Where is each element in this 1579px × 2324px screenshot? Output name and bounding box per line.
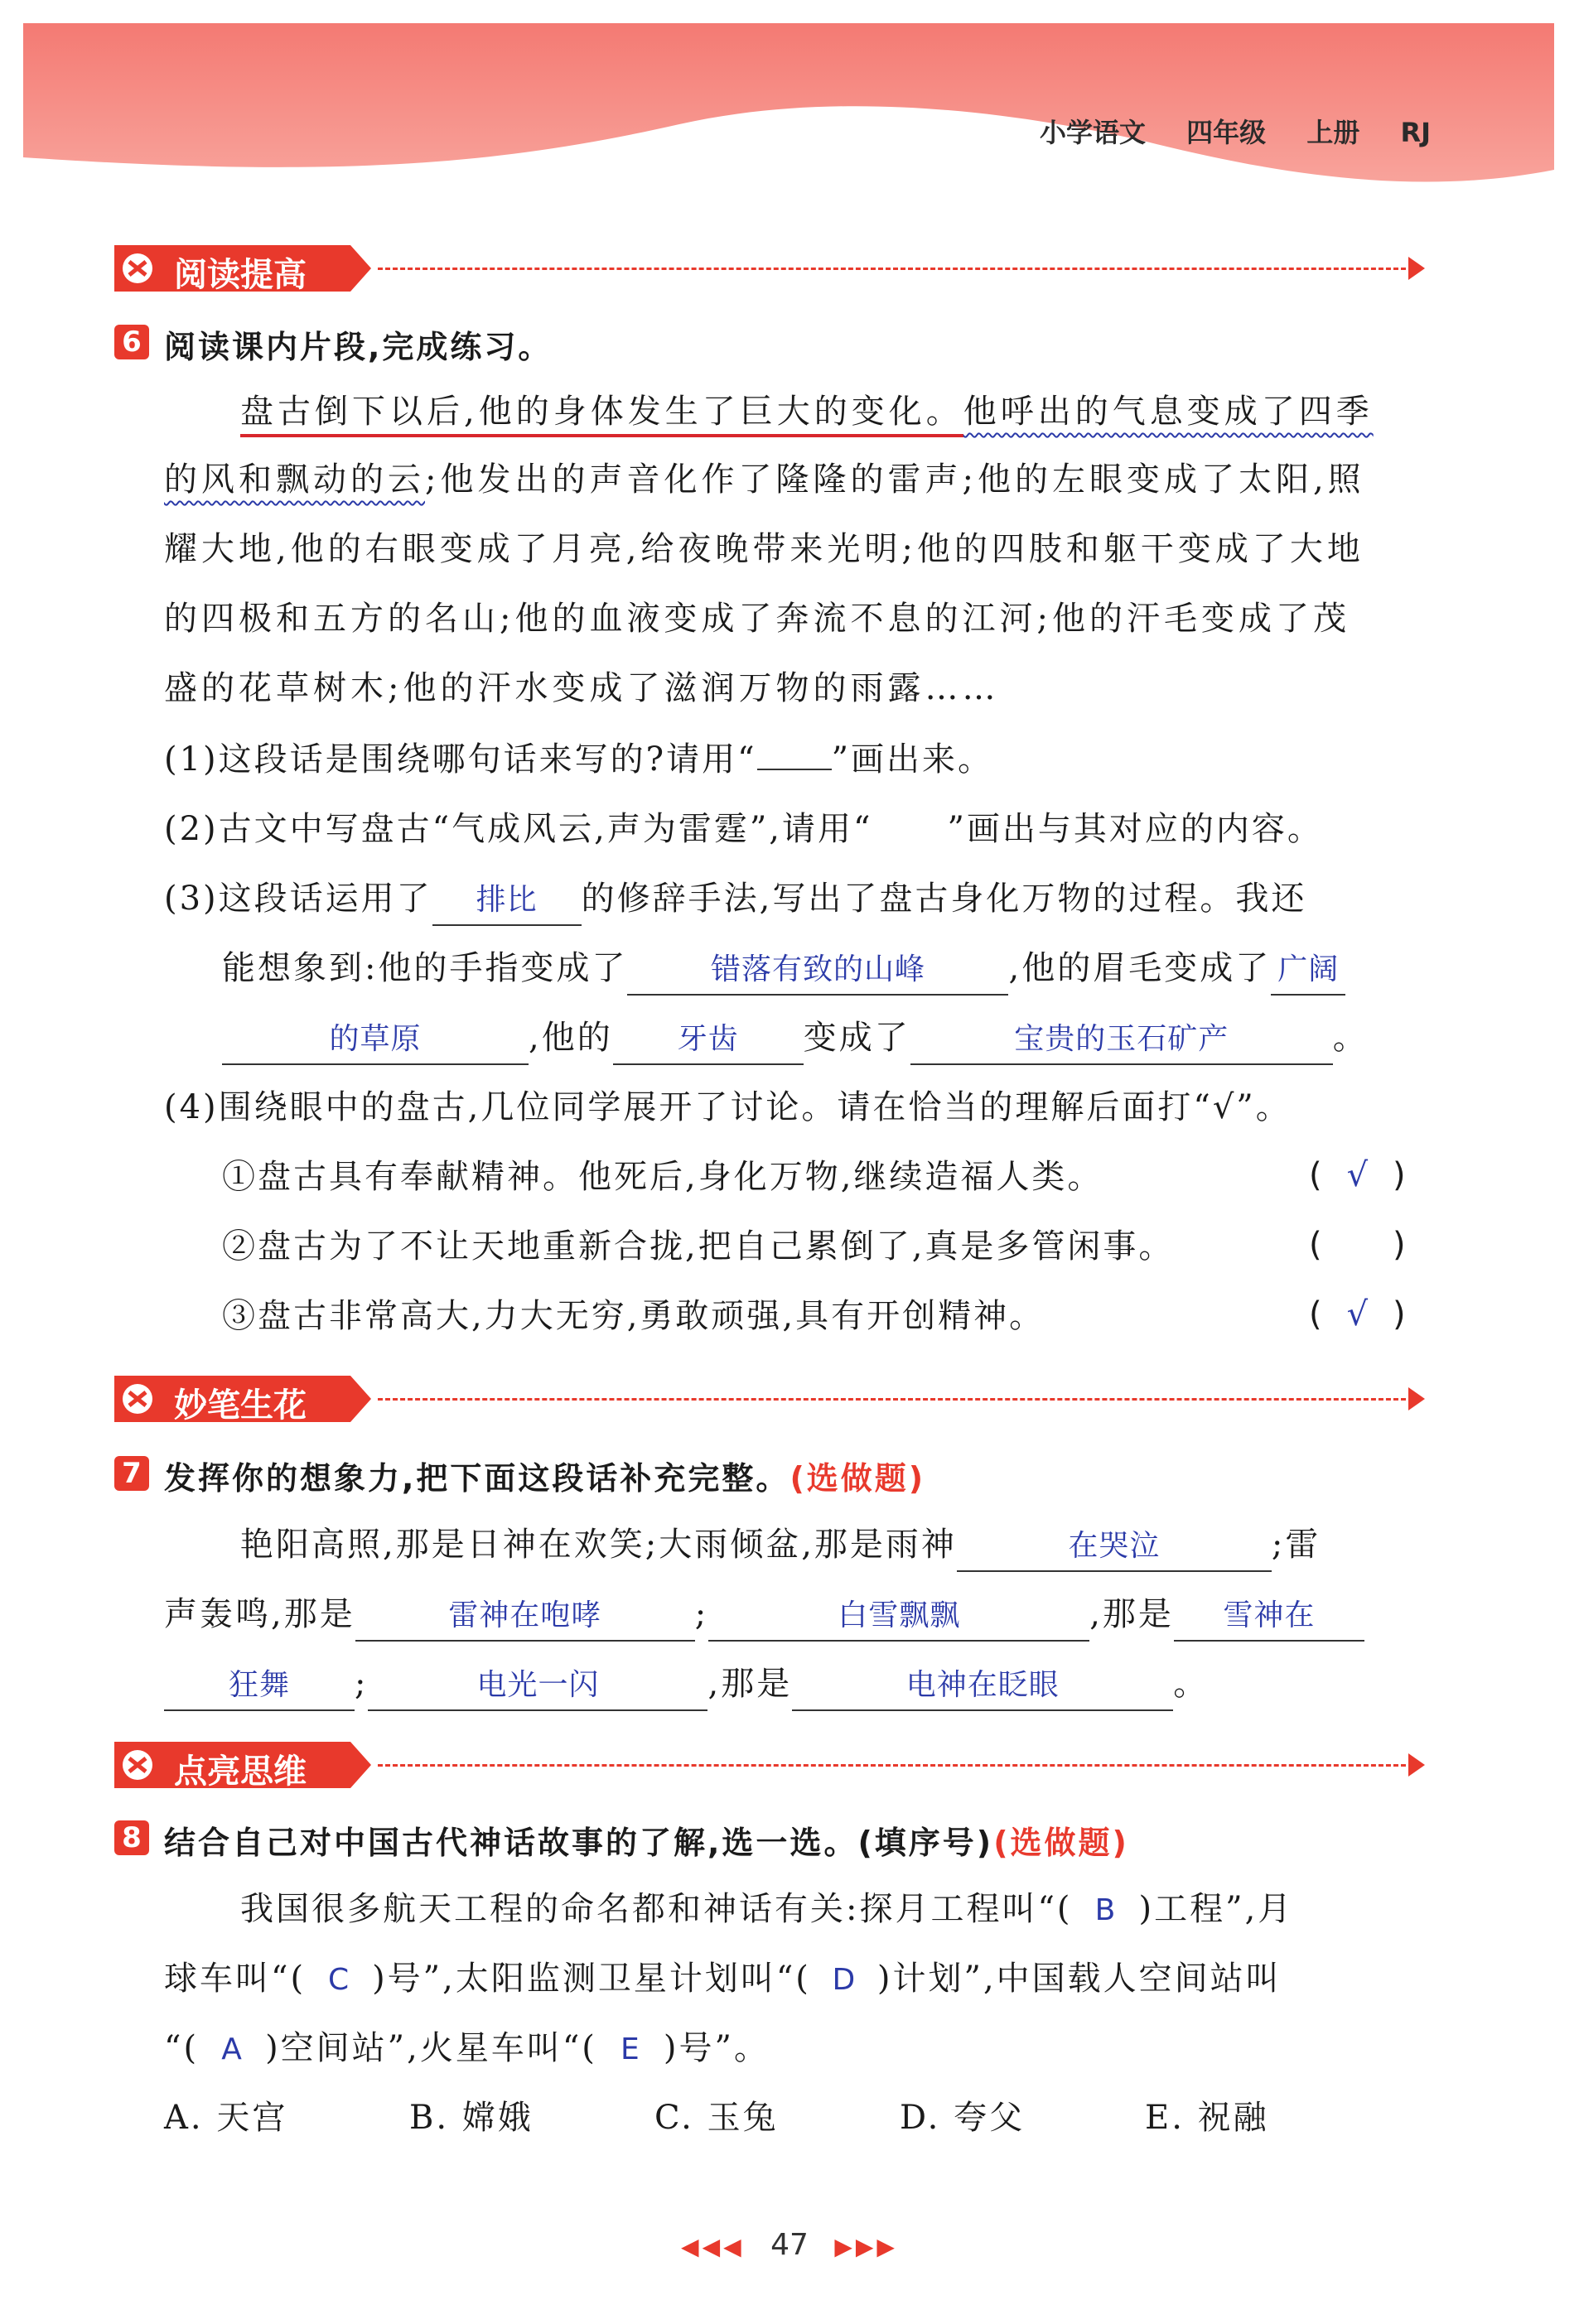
answer-blank[interactable]: 白雪飘飘: [708, 1592, 1089, 1642]
text: 。: [1173, 1665, 1210, 1703]
answer-slot[interactable]: E: [620, 2032, 640, 2066]
answer-blank[interactable]: 宝贵的玉石矿产: [910, 1015, 1333, 1065]
option-c: C. 玉兔: [654, 2099, 779, 2137]
passage-line-1: [240, 388, 1374, 436]
q8-line-3: [164, 2024, 770, 2074]
subject: 小学语文: [1040, 117, 1147, 148]
answer-blank[interactable]: 在哭泣: [957, 1522, 1272, 1572]
answer-blank[interactable]: 狂舞: [164, 1661, 355, 1711]
arrow-right-icon: [1408, 257, 1425, 280]
section-header-reading: [114, 240, 1423, 298]
answer-blank[interactable]: 雷神在咆哮: [355, 1592, 695, 1642]
passage-line-2: [164, 456, 1365, 504]
wavy-underlined-text: 他呼出的气息变成了四季: [963, 393, 1374, 431]
question-title: 阅读课内片段,完成练习。: [164, 329, 553, 365]
option-b: B. 嫦娥: [409, 2099, 534, 2137]
text: 我国很多航天工程的命名都和神话有关:探月工程叫“(: [240, 1890, 1073, 1928]
answer-blank[interactable]: 排比: [432, 876, 582, 926]
answer-blank[interactable]: 广阔: [1271, 946, 1345, 996]
subquestion-3: [164, 875, 1306, 926]
statement-2: ②盘古为了不让天地重新合拢,把自己累倒了,真是多管闲事。: [222, 1227, 1175, 1266]
text: )计划”,中国载人空间站叫: [876, 1960, 1282, 1998]
q8-options: [164, 2094, 1360, 2142]
triangles-left-icon: ◀◀◀: [681, 2233, 745, 2260]
subquestion-2: [164, 805, 1323, 853]
passage-line-3: 耀大地,他的右眼变成了月亮,给夜晚带来光明;他的四肢和躯干变成了大地: [164, 530, 1364, 568]
header-banner: [0, 0, 1579, 215]
text: ;: [355, 1665, 369, 1703]
section-divider: [378, 1398, 1413, 1401]
passage-line-5: 盛的花草树木;他的汗水变成了滋润万物的雨露……: [164, 669, 1000, 707]
question-number: 7: [114, 1456, 149, 1491]
wavy-underlined-text: 的风和飘动的云: [164, 460, 425, 499]
subq-text: (1)这段话是围绕哪句话来写的?请用“: [164, 740, 757, 779]
subq-text: (2)古文中写盘古“气成风云,声为雷霆”,请用“: [164, 810, 873, 848]
text: ;: [694, 1595, 709, 1633]
grade: 四年级: [1186, 117, 1267, 148]
book-info: [1040, 112, 1462, 150]
section-header-thinking: [114, 1737, 1423, 1795]
text: ,那是: [707, 1665, 793, 1703]
topic-sentence: 盘古倒下以后,他的身体发生了巨大的变化。: [240, 393, 963, 437]
title-text: 结合自己对中国古代神话故事的了解,选一选。(填序号): [164, 1825, 994, 1861]
answer-blank[interactable]: 错落有致的山峰: [627, 946, 1008, 996]
option-a: A. 天宫: [164, 2099, 288, 2137]
subq-text: 。: [1332, 1019, 1369, 1057]
q7-line-2: [164, 1590, 1364, 1642]
answer-slot[interactable]: D: [832, 1963, 857, 1997]
text: 艳阳高照,那是日神在欢笑;大雨倾盆,那是雨神: [240, 1526, 957, 1564]
question-number: 6: [114, 325, 149, 359]
check-box-3[interactable]: ( √ ): [1309, 1295, 1406, 1333]
statement-3: ③盘古非常高大,力大无穷,勇敢顽强,具有开创精神。: [222, 1297, 1045, 1335]
arrow-right-icon: [1408, 1753, 1425, 1777]
text: 声轰鸣,那是: [164, 1595, 355, 1633]
subq-text: (3)这段话运用了: [164, 880, 432, 918]
volume: 上册: [1306, 117, 1360, 148]
text: )号”。: [663, 2029, 770, 2067]
subq-text: ,他的: [529, 1019, 613, 1057]
option-e: E. 祝融: [1145, 2099, 1269, 2137]
optional-tag: (选做题): [790, 1460, 926, 1497]
section-title: 点亮思维: [174, 1753, 307, 1791]
text: 球车叫“(: [164, 1960, 307, 1998]
title-text: 发挥你的想象力,把下面这段话补充完整。: [164, 1460, 790, 1497]
answer-blank[interactable]: 牙齿: [613, 1015, 804, 1065]
text: )工程”,月: [1138, 1890, 1294, 1928]
text: ;雷: [1271, 1526, 1321, 1564]
page-footer: [0, 2228, 1579, 2262]
section-title: 阅读提高: [174, 256, 307, 294]
answer-blank[interactable]: 电光一闪: [368, 1661, 707, 1711]
answer-blank[interactable]: 电神在眨眼: [792, 1661, 1173, 1711]
text: )号”,太阳监测卫星计划叫“(: [372, 1960, 811, 1998]
statement-1: ①盘古具有奉献精神。他死后,身化万物,继续造福人类。: [222, 1158, 1103, 1196]
question-title: [164, 1453, 925, 1498]
section-header-writing: [114, 1371, 1423, 1429]
subq-text: ”画出与其对应的内容。: [947, 810, 1323, 848]
answer-blank[interactable]: 的草原: [222, 1015, 529, 1065]
q8-line-1: [240, 1885, 1293, 1935]
passage-line-4: 的四极和五方的名山;他的血液变成了奔流不息的江河;他的汗毛变成了茂: [164, 600, 1350, 638]
section-divider: [378, 268, 1413, 270]
check-box-2[interactable]: ( ): [1309, 1226, 1406, 1264]
text: )空间站”,火星车叫“(: [265, 2029, 597, 2067]
section-title: 妙笔生花: [174, 1386, 307, 1425]
wavy-line-sample: [872, 815, 947, 840]
edition: RJ: [1400, 117, 1432, 148]
subq-text: ,他的眉毛变成了: [1008, 949, 1272, 987]
question-title: [164, 1817, 1129, 1863]
subq-text: ”画出来。: [831, 740, 994, 779]
subquestion-3-line-2: [222, 944, 1345, 996]
answer-slot[interactable]: B: [1094, 1893, 1117, 1927]
subquestion-3-line-3: [222, 1014, 1369, 1065]
subq-text: 的修辞手法,写出了盘古身化万物的过程。我还: [581, 880, 1307, 918]
q7-line-1: [240, 1521, 1321, 1572]
section-divider: [378, 1764, 1413, 1767]
q7-line-3: [164, 1660, 1209, 1711]
subquestion-1: [164, 735, 993, 784]
text: “(: [164, 2029, 200, 2067]
q8-line-2: [164, 1955, 1282, 2004]
text: ,那是: [1089, 1595, 1174, 1633]
answer-blank[interactable]: 雪神在: [1174, 1592, 1364, 1642]
answer-slot[interactable]: C: [327, 1963, 350, 1997]
answer-slot[interactable]: A: [221, 2032, 243, 2066]
page-number: 47: [770, 2228, 809, 2262]
subq-text: 变成了: [803, 1019, 910, 1057]
triangles-right-icon: ▶▶▶: [834, 2233, 898, 2260]
check-mark: √: [1346, 1295, 1369, 1333]
straight-line-sample: [757, 744, 832, 770]
subq-text: 能想象到:他的手指变成了: [222, 949, 628, 987]
optional-tag: (选做题): [993, 1825, 1129, 1861]
passage-text: ;他发出的声音化作了隆隆的雷声;他的左眼变成了太阳,照: [425, 460, 1365, 499]
question-number: 8: [114, 1820, 149, 1855]
option-d: D. 夸父: [900, 2099, 1026, 2137]
arrow-right-icon: [1408, 1387, 1425, 1410]
subquestion-4: (4)围绕眼中的盘古,几位同学展开了讨论。请在恰当的理解后面打“√”。: [164, 1088, 1292, 1126]
check-box-1[interactable]: ( √ ): [1309, 1156, 1406, 1194]
check-mark: √: [1346, 1156, 1369, 1194]
